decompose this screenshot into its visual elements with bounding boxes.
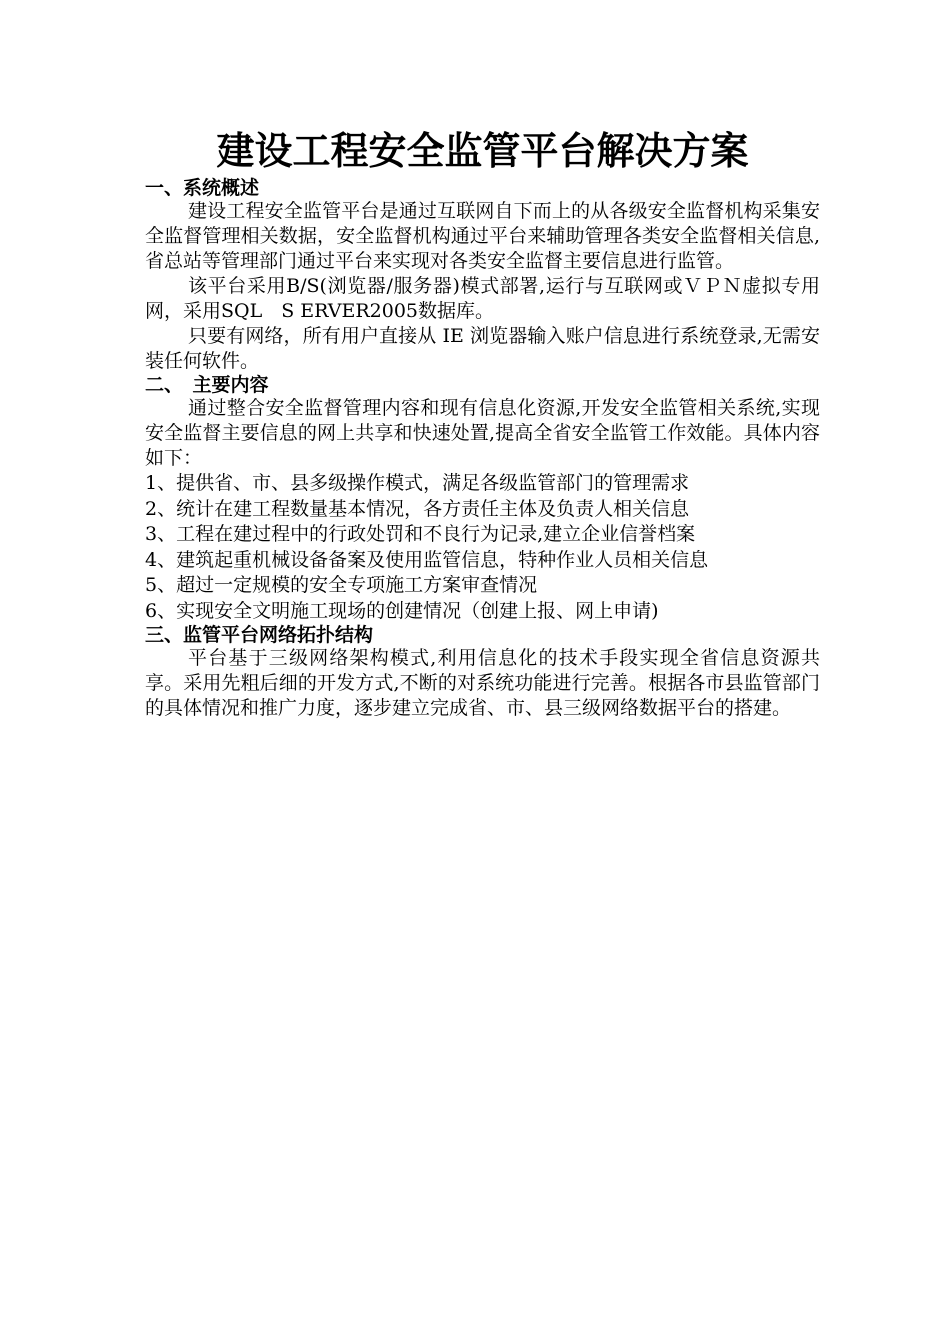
section-network-topology: [145, 624, 820, 721]
list-item: 2、统计在建工程数量基本情况，各方责任主体及负责人相关信息: [145, 497, 690, 520]
list-item: 3、工程在建过程中的行政处罚和不良行为记录,建立企业信誉档案: [145, 523, 696, 545]
paragraph: 通过整合安全监督管理内容和现有信息化资源,开发安全监管相关系统,实现安全监督主要信息的网上共享和快速处置,提高全省安全监管工作效能。具体内容如下：: [145, 397, 820, 469]
paragraph: 只要有网络，所有用户直接从 IE 浏览器输入账户信息进行系统登录,无需安装任何软件。: [145, 325, 820, 372]
paragraph: 该平台采用B/S(浏览器/服务器)模式部署,运行与互联网或ＶＰＮ虚拟专用网，采用SQL S ERVER2005数据库。: [145, 275, 820, 322]
list-item: 4、建筑起重机械设备备案及使用监管信息，特种作业人员相关信息: [145, 548, 709, 571]
paragraph: 建设工程安全监管平台是通过互联网自下而上的从各级安全监督机构采集安全监督管理相关数据，安全监督机构通过平台来辅助管理各类安全监督相关信息,省总站等管理部门通过平台来实现对各类安全监督主要信息进行监管。: [145, 200, 820, 272]
section-overview: [145, 177, 820, 374]
list-item: 5、超过一定规模的安全专项施工方案审查情况: [145, 574, 538, 596]
section-heading: 二、 主要内容: [145, 374, 269, 396]
list-item: 1、提供省、市、县多级操作模式，满足各级监管部门的管理需求: [145, 472, 690, 494]
section-main-content: [145, 374, 820, 624]
content-list: [145, 471, 820, 624]
document-content: [145, 125, 820, 721]
document-title: 建设工程安全监管平台解决方案: [216, 129, 749, 173]
section-heading: 三、监管平台网络拓扑结构: [145, 624, 374, 646]
list-item: 6、实现安全文明施工现场的创建情况（创建上报、网上申请): [145, 599, 659, 622]
paragraph: 平台基于三级网络架构模式,利用信息化的技术手段实现全省信息资源共享。采用先粗后细的开发方式,不断的对系统功能进行完善。根据各市县监管部门的具体情况和推广力度，逐步建立完成省、市、县三级网络数据平台的搭建。: [145, 647, 820, 719]
section-heading: 一、系统概述: [145, 177, 260, 199]
